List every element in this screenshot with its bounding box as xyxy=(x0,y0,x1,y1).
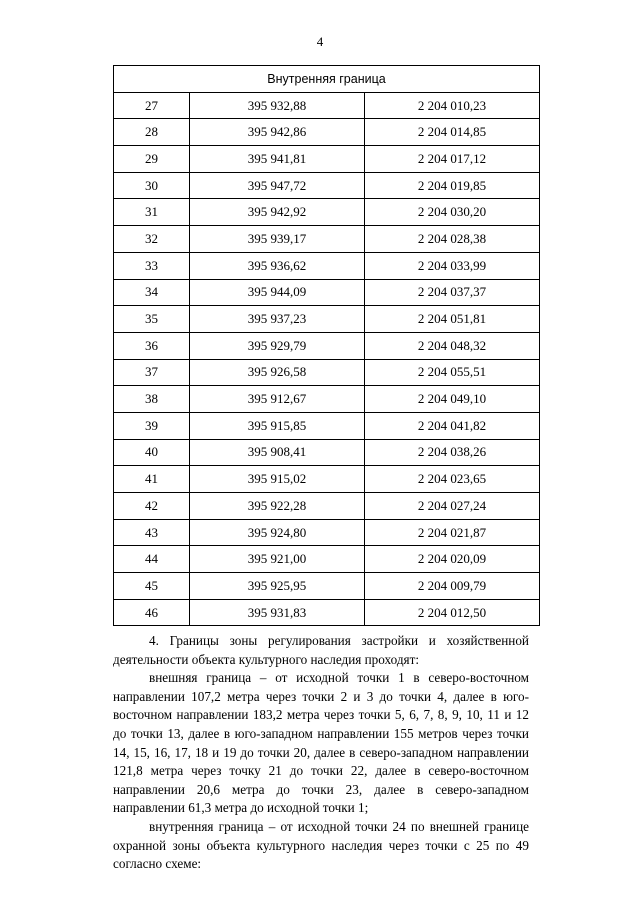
x-coordinate-cell: 395 912,67 xyxy=(190,386,365,413)
point-number-cell: 27 xyxy=(114,92,190,119)
x-coordinate-cell: 395 939,17 xyxy=(190,226,365,253)
point-number-cell: 36 xyxy=(114,332,190,359)
point-number-cell: 39 xyxy=(114,412,190,439)
y-coordinate-cell: 2 204 017,12 xyxy=(365,146,540,173)
x-coordinate-cell: 395 922,28 xyxy=(190,493,365,520)
point-number-cell: 28 xyxy=(114,119,190,146)
point-number-cell: 30 xyxy=(114,172,190,199)
table-row xyxy=(114,466,540,493)
point-number-cell: 35 xyxy=(114,306,190,333)
y-coordinate-cell: 2 204 049,10 xyxy=(365,386,540,413)
point-number-cell: 34 xyxy=(114,279,190,306)
y-coordinate-cell: 2 204 030,20 xyxy=(365,199,540,226)
y-coordinate-cell: 2 204 028,38 xyxy=(365,226,540,253)
y-coordinate-cell: 2 204 010,23 xyxy=(365,92,540,119)
x-coordinate-cell: 395 932,88 xyxy=(190,92,365,119)
y-coordinate-cell: 2 204 051,81 xyxy=(365,306,540,333)
point-number-cell: 40 xyxy=(114,439,190,466)
x-coordinate-cell: 395 908,41 xyxy=(190,439,365,466)
x-coordinate-cell: 395 936,62 xyxy=(190,252,365,279)
table-row xyxy=(114,439,540,466)
y-coordinate-cell: 2 204 037,37 xyxy=(365,279,540,306)
x-coordinate-cell: 395 947,72 xyxy=(190,172,365,199)
y-coordinate-cell: 2 204 033,99 xyxy=(365,252,540,279)
table-row xyxy=(114,92,540,119)
page-number: 4 xyxy=(316,34,324,49)
table-row xyxy=(114,306,540,333)
y-coordinate-cell: 2 204 041,82 xyxy=(365,412,540,439)
point-number-cell: 31 xyxy=(114,199,190,226)
x-coordinate-cell: 395 942,92 xyxy=(190,199,365,226)
y-coordinate-cell: 2 204 009,79 xyxy=(365,573,540,600)
x-coordinate-cell: 395 931,83 xyxy=(190,599,365,626)
y-coordinate-cell: 2 204 021,87 xyxy=(365,519,540,546)
y-coordinate-cell: 2 204 038,26 xyxy=(365,439,540,466)
table-row xyxy=(114,573,540,600)
point-number-cell: 43 xyxy=(114,519,190,546)
table-row xyxy=(114,412,540,439)
x-coordinate-cell: 395 915,02 xyxy=(190,466,365,493)
table-row xyxy=(114,519,540,546)
paragraph-inner-boundary: внутренняя граница – от исходной точки 24 по внешней границе охранной зоны объекта культурного наследия через точки с 25 по 49 согласно схеме: xyxy=(113,818,529,872)
point-number-cell: 32 xyxy=(114,226,190,253)
table-row xyxy=(114,332,540,359)
point-number-cell: 42 xyxy=(114,493,190,520)
y-coordinate-cell: 2 204 019,85 xyxy=(365,172,540,199)
point-number-cell: 44 xyxy=(114,546,190,573)
table-row xyxy=(114,252,540,279)
x-coordinate-cell: 395 937,23 xyxy=(190,306,365,333)
table-row xyxy=(114,493,540,520)
x-coordinate-cell: 395 941,81 xyxy=(190,146,365,173)
table-row xyxy=(114,172,540,199)
y-coordinate-cell: 2 204 014,85 xyxy=(365,119,540,146)
coordinates-table xyxy=(113,65,540,626)
table-body xyxy=(114,92,540,626)
table-row xyxy=(114,386,540,413)
table-header-row xyxy=(114,66,540,93)
table-row xyxy=(114,359,540,386)
table-row xyxy=(114,279,540,306)
table-row xyxy=(114,226,540,253)
y-coordinate-cell: 2 204 048,32 xyxy=(365,332,540,359)
paragraph-section-4: 4. Границы зоны регулирования застройки и хозяйственной деятельности объекта культурного наследия проходят: xyxy=(113,633,529,667)
x-coordinate-cell: 395 926,58 xyxy=(190,359,365,386)
x-coordinate-cell: 395 944,09 xyxy=(190,279,365,306)
y-coordinate-cell: 2 204 012,50 xyxy=(365,599,540,626)
paragraph-outer-boundary: внешняя граница – от исходной точки 1 в северо-восточном направлении 107,2 метра через точки 2 и 3 до точки 4, далее в юго-восточном направлении 183,2 метра через точки 5, 6, 7, 8, 9, 10, 11 и 12 до точки 13, далее в юго-западном направлении 155 метров через точки 14, 15, 16, 17, 18 и 19 до точки 20, далее в северо-западном направлении 121,8 метра через точку 21 до точки 22, далее в северо-восточном направлении 20,6 метра до точки 23, далее в северо-западном направлении 61,3 метра до исходной точки 1; xyxy=(113,670,529,816)
table-row xyxy=(114,146,540,173)
y-coordinate-cell: 2 204 027,24 xyxy=(365,493,540,520)
body-text xyxy=(113,632,529,874)
table-row xyxy=(114,119,540,146)
y-coordinate-cell: 2 204 055,51 xyxy=(365,359,540,386)
point-number-cell: 29 xyxy=(114,146,190,173)
x-coordinate-cell: 395 942,86 xyxy=(190,119,365,146)
x-coordinate-cell: 395 929,79 xyxy=(190,332,365,359)
table-header: Внутренняя граница xyxy=(114,66,540,93)
x-coordinate-cell: 395 915,85 xyxy=(190,412,365,439)
x-coordinate-cell: 395 921,00 xyxy=(190,546,365,573)
table-row xyxy=(114,199,540,226)
point-number-cell: 45 xyxy=(114,573,190,600)
point-number-cell: 38 xyxy=(114,386,190,413)
table-row xyxy=(114,546,540,573)
point-number-cell: 46 xyxy=(114,599,190,626)
x-coordinate-cell: 395 924,80 xyxy=(190,519,365,546)
point-number-cell: 37 xyxy=(114,359,190,386)
y-coordinate-cell: 2 204 020,09 xyxy=(365,546,540,573)
point-number-cell: 33 xyxy=(114,252,190,279)
y-coordinate-cell: 2 204 023,65 xyxy=(365,466,540,493)
x-coordinate-cell: 395 925,95 xyxy=(190,573,365,600)
point-number-cell: 41 xyxy=(114,466,190,493)
table-row xyxy=(114,599,540,626)
